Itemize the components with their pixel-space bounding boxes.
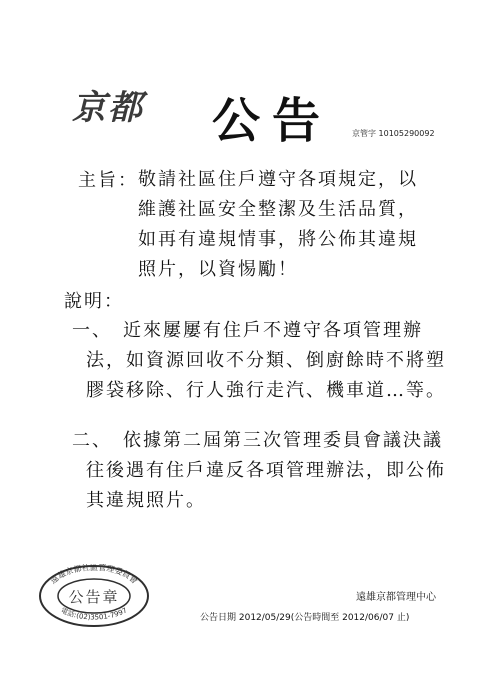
subject-line: 維護社區安全整潔及生活品質，: [138, 199, 418, 220]
announcement-date: 公告日期 2012/05/29(公告時間至 2012/06/07 止): [200, 613, 410, 623]
explanation-line: 一、 近來屢屢有住戶不遵守各項管理辦: [72, 320, 423, 341]
explanation-line: 二、 依據第二屆第三次管理委員會議決議: [72, 430, 443, 451]
subject-text: [138, 166, 418, 286]
explanation-label: 說明：: [64, 291, 124, 312]
logo-text: 京都: [72, 88, 144, 128]
seal-ring-text: 遠雄京都社區管理委員會: [48, 564, 140, 586]
management-center-name: 遠雄京都管理中心: [356, 592, 436, 603]
explanation-line: 法，如資源回收不分類、倒廚餘時不將塑: [86, 350, 446, 371]
subject-line: 敬請社區住戶遵守各項規定，以: [138, 169, 418, 190]
announcement-seal-icon: [38, 564, 150, 628]
explanation-line: 往後遇有住戶違反各項管理辦法，即公佈: [86, 460, 446, 481]
explanation-line: 膠袋移除、行人強行走汽、機車道…等。: [86, 380, 446, 401]
subject-line: 如再有違規情事，將公佈其違規: [138, 229, 418, 250]
document-number: 京管字 10105290092: [352, 129, 435, 138]
page-title: 公告: [212, 93, 333, 149]
explanation-line: 其違規照片。: [86, 490, 206, 511]
seal-phone-text: 電話:(02)3501-7997: [59, 606, 129, 622]
subject-label: 主旨：: [78, 170, 138, 191]
subject-line: 照片，以資惕勵！: [138, 259, 298, 280]
seal-center-text: 公告章: [68, 588, 120, 606]
kyoto-logo: [72, 80, 192, 135]
